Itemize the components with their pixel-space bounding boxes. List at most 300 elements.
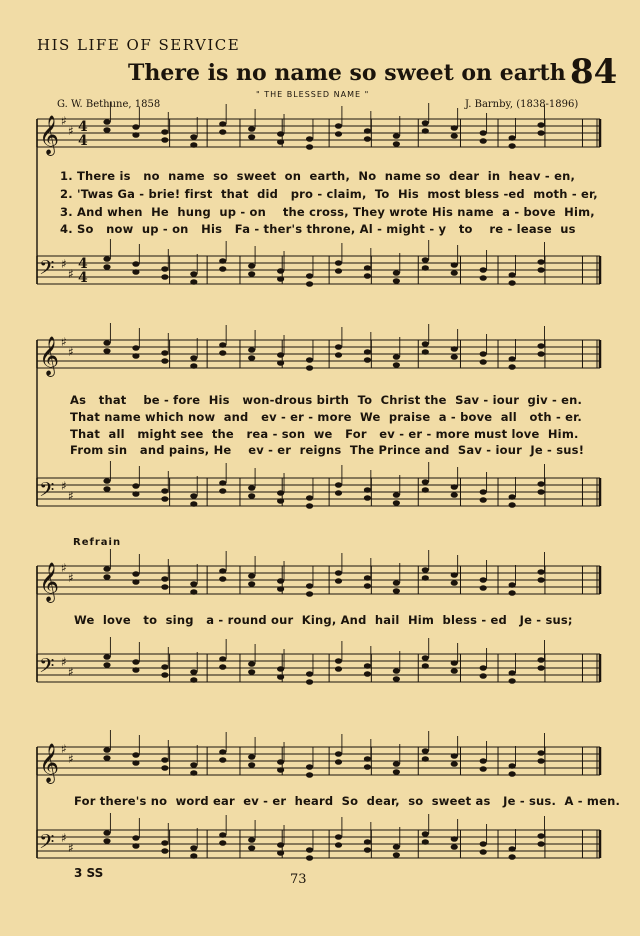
note-head xyxy=(190,142,197,148)
note-head xyxy=(219,342,226,348)
verse-line: That name which now and ev - er - more We praise a - bove all oth - er. xyxy=(70,410,582,424)
note-head xyxy=(364,357,371,363)
note-head xyxy=(306,855,313,861)
note-head xyxy=(306,495,313,501)
note-head xyxy=(132,491,139,497)
bass-clef-icon: 𝄢 xyxy=(39,830,55,858)
note-head xyxy=(537,267,544,273)
note-head xyxy=(335,490,342,496)
sharp-icon: ♯ xyxy=(61,335,67,349)
note-head xyxy=(190,677,197,683)
note-head xyxy=(393,580,400,586)
tune-name: " THE BLESSED NAME " xyxy=(256,90,370,99)
sharp-icon: ♯ xyxy=(68,345,74,359)
sharp-icon: ♯ xyxy=(61,114,67,128)
note-head xyxy=(364,756,371,762)
note-head xyxy=(509,590,516,596)
note-head xyxy=(248,837,255,843)
note-head xyxy=(480,665,487,671)
note-head xyxy=(335,759,342,765)
note-head xyxy=(422,655,429,661)
note-head xyxy=(132,269,139,275)
note-head xyxy=(537,343,544,349)
sharp-icon: ♯ xyxy=(68,267,74,281)
note-head xyxy=(248,263,255,269)
note-head xyxy=(103,127,110,133)
sharp-icon: ♯ xyxy=(61,655,67,669)
note-head xyxy=(480,841,487,847)
time-signature: 4 xyxy=(78,133,88,149)
note-head xyxy=(335,482,342,488)
note-head xyxy=(509,494,516,500)
sharp-icon: ♯ xyxy=(68,571,74,585)
note-head xyxy=(393,761,400,767)
note-head xyxy=(219,656,226,662)
note-head xyxy=(364,265,371,271)
sharp-icon: ♯ xyxy=(61,479,67,493)
note-head xyxy=(219,568,226,574)
note-head xyxy=(451,125,458,131)
note-head xyxy=(103,348,110,354)
note-head xyxy=(161,840,168,846)
note-head xyxy=(422,831,429,837)
note-head xyxy=(306,144,313,150)
note-head xyxy=(393,141,400,147)
note-head xyxy=(451,668,458,674)
note-head xyxy=(364,583,371,589)
sharp-icon: ♯ xyxy=(68,841,74,855)
note-head xyxy=(422,128,429,134)
note-head xyxy=(393,270,400,276)
note-head xyxy=(277,767,284,773)
note-head xyxy=(219,664,226,670)
note-head xyxy=(451,346,458,352)
note-head xyxy=(190,279,197,285)
sharp-icon: ♯ xyxy=(68,665,74,679)
note-head xyxy=(509,763,516,769)
note-head xyxy=(537,750,544,756)
note-head xyxy=(509,846,516,852)
note-head xyxy=(248,669,255,675)
note-head xyxy=(537,833,544,839)
sharp-icon: ♯ xyxy=(68,752,74,766)
note-head xyxy=(103,838,110,844)
note-head xyxy=(335,131,342,137)
note-head xyxy=(132,571,139,577)
note-head xyxy=(161,576,168,582)
note-head xyxy=(132,667,139,673)
note-head xyxy=(509,280,516,286)
note-head xyxy=(219,480,226,486)
note-head xyxy=(335,842,342,848)
note-head xyxy=(103,755,110,761)
note-head xyxy=(306,591,313,597)
treble-clef-icon: 𝄞 xyxy=(39,562,60,602)
verse-line: 1. There is no name so sweet on earth, No name so dear in heav - en, xyxy=(60,169,576,183)
note-head xyxy=(306,503,313,509)
note-head xyxy=(480,275,487,281)
note-head xyxy=(248,271,255,277)
note-head xyxy=(103,264,110,270)
note-head xyxy=(306,365,313,371)
note-head xyxy=(335,352,342,358)
note-head xyxy=(537,489,544,495)
note-head xyxy=(537,577,544,583)
note-head xyxy=(509,356,516,362)
note-head xyxy=(509,143,516,149)
note-head xyxy=(132,659,139,665)
note-head xyxy=(190,134,197,140)
note-head xyxy=(248,754,255,760)
note-head xyxy=(190,363,197,369)
note-head xyxy=(422,265,429,271)
page-number: 73 xyxy=(290,872,307,887)
note-head xyxy=(393,852,400,858)
note-head xyxy=(103,340,110,346)
note-head xyxy=(219,121,226,127)
note-head xyxy=(364,671,371,677)
note-head xyxy=(161,757,168,763)
note-head xyxy=(335,260,342,266)
verse-line: We love to sing a - round our King, And hail Him bless - ed Je - sus; xyxy=(74,613,573,627)
note-head xyxy=(422,575,429,581)
note-head xyxy=(509,272,516,278)
note-head xyxy=(277,139,284,145)
treble-clef-icon: 𝄞 xyxy=(39,743,60,783)
note-head xyxy=(103,478,110,484)
note-head xyxy=(364,136,371,142)
note-head xyxy=(219,749,226,755)
note-head xyxy=(277,268,284,274)
note-head xyxy=(161,358,168,364)
note-head xyxy=(190,853,197,859)
sharp-icon: ♯ xyxy=(61,257,67,271)
note-head xyxy=(451,580,458,586)
note-head xyxy=(451,354,458,360)
note-head xyxy=(537,841,544,847)
note-head xyxy=(277,352,284,358)
note-head xyxy=(422,487,429,493)
sharp-icon: ♯ xyxy=(68,489,74,503)
note-head xyxy=(277,276,284,282)
note-head xyxy=(451,836,458,842)
note-head xyxy=(277,498,284,504)
author-credit: G. W. Bethune, 1858 xyxy=(57,99,161,110)
note-head xyxy=(480,497,487,503)
note-head xyxy=(335,344,342,350)
note-head xyxy=(422,120,429,126)
note-head xyxy=(219,488,226,494)
verse-line: From sin and pains, He ev - er reigns The Prince and Sav - iour Je - sus! xyxy=(70,443,585,457)
note-head xyxy=(132,843,139,849)
note-head xyxy=(480,489,487,495)
note-head xyxy=(248,573,255,579)
note-head xyxy=(422,567,429,573)
note-head xyxy=(422,663,429,669)
note-head xyxy=(277,578,284,584)
note-head xyxy=(219,840,226,846)
note-head xyxy=(537,758,544,764)
note-head xyxy=(219,266,226,272)
note-head xyxy=(451,484,458,490)
bass-clef-icon: 𝄢 xyxy=(39,478,55,506)
note-head xyxy=(306,281,313,287)
note-head xyxy=(219,350,226,356)
note-head xyxy=(364,495,371,501)
note-head xyxy=(161,266,168,272)
note-head xyxy=(306,671,313,677)
note-head xyxy=(306,847,313,853)
section-heading: HIS LIFE OF SERVICE xyxy=(37,36,241,54)
time-signature: 4 xyxy=(78,256,88,272)
bass-clef-icon: 𝄢 xyxy=(39,654,55,682)
note-head xyxy=(422,479,429,485)
note-head xyxy=(480,766,487,772)
note-head xyxy=(103,662,110,668)
note-head xyxy=(480,585,487,591)
note-head xyxy=(132,132,139,138)
note-head xyxy=(103,747,110,753)
note-head xyxy=(248,762,255,768)
note-head xyxy=(277,360,284,366)
verse-line: As that be - fore His won-drous birth To Christ the Sav - iour giv - en. xyxy=(70,393,583,407)
note-head xyxy=(161,350,168,356)
note-head xyxy=(248,126,255,132)
verse-line: That all might see the rea - son we For ev - er - more must love Him. xyxy=(70,427,579,441)
note-head xyxy=(393,844,400,850)
note-head xyxy=(219,576,226,582)
note-head xyxy=(393,354,400,360)
note-head xyxy=(335,658,342,664)
note-head xyxy=(219,832,226,838)
note-head xyxy=(103,119,110,125)
note-head xyxy=(393,362,400,368)
note-head xyxy=(451,262,458,268)
note-head xyxy=(451,761,458,767)
sharp-icon: ♯ xyxy=(61,742,67,756)
note-head xyxy=(509,854,516,860)
note-head xyxy=(277,674,284,680)
note-head xyxy=(509,135,516,141)
note-head xyxy=(132,261,139,267)
note-head xyxy=(248,493,255,499)
note-head xyxy=(509,670,516,676)
note-head xyxy=(190,581,197,587)
note-head xyxy=(393,492,400,498)
note-head xyxy=(480,758,487,764)
note-head xyxy=(306,136,313,142)
note-head xyxy=(537,481,544,487)
note-head xyxy=(537,122,544,128)
note-head xyxy=(509,771,516,777)
note-head xyxy=(393,668,400,674)
note-head xyxy=(219,129,226,135)
note-head xyxy=(509,678,516,684)
note-head xyxy=(161,664,168,670)
note-head xyxy=(306,583,313,589)
note-head xyxy=(451,844,458,850)
note-head xyxy=(277,850,284,856)
note-head xyxy=(103,830,110,836)
note-head xyxy=(306,772,313,778)
bass-clef-icon: 𝄢 xyxy=(39,256,55,284)
hymn-title: There is no name so sweet on earth xyxy=(128,60,566,86)
note-head xyxy=(190,669,197,675)
note-head xyxy=(103,574,110,580)
note-head xyxy=(190,493,197,499)
note-head xyxy=(190,845,197,851)
note-head xyxy=(248,134,255,140)
note-head xyxy=(509,582,516,588)
verse-line: 4. So now up - on His Fa - ther's throne, Al - might - y to re - lease us xyxy=(60,222,576,236)
note-head xyxy=(422,257,429,263)
book-code: 3 SS xyxy=(74,866,104,880)
note-head xyxy=(480,351,487,357)
verse-line: 2. 'Twas Ga - brie! first that did pro - claim, To His most bless -ed moth - er, xyxy=(60,187,598,201)
note-head xyxy=(364,349,371,355)
note-head xyxy=(248,661,255,667)
note-head xyxy=(161,848,168,854)
note-head xyxy=(190,271,197,277)
note-head xyxy=(248,355,255,361)
note-head xyxy=(537,130,544,136)
note-head xyxy=(364,764,371,770)
note-head xyxy=(480,359,487,365)
note-head xyxy=(451,753,458,759)
verse-line: 3. And when He hung up - on the cross, They wrote His name a - bove Him, xyxy=(60,205,595,219)
note-head xyxy=(393,278,400,284)
note-head xyxy=(161,496,168,502)
note-head xyxy=(451,133,458,139)
sharp-icon: ♯ xyxy=(61,831,67,845)
note-head xyxy=(364,273,371,279)
note-head xyxy=(132,353,139,359)
note-head xyxy=(480,577,487,583)
note-head xyxy=(161,584,168,590)
note-head xyxy=(451,572,458,578)
note-head xyxy=(364,487,371,493)
note-head xyxy=(132,752,139,758)
verse-line: For there's no word ear ev - er heard So dear, so sweet as Je - sus. A - men. xyxy=(74,794,621,808)
note-head xyxy=(480,130,487,136)
note-head xyxy=(103,654,110,660)
note-head xyxy=(335,666,342,672)
note-head xyxy=(190,589,197,595)
note-head xyxy=(335,834,342,840)
note-head xyxy=(277,666,284,672)
note-head xyxy=(364,575,371,581)
note-head xyxy=(277,759,284,765)
note-head xyxy=(219,258,226,264)
hymn-number: 84 xyxy=(570,52,618,92)
note-head xyxy=(480,849,487,855)
note-head xyxy=(451,492,458,498)
note-head xyxy=(103,486,110,492)
composer-credit: J. Barnby, (1838-1896) xyxy=(465,99,579,110)
note-head xyxy=(509,364,516,370)
note-head xyxy=(537,569,544,575)
note-head xyxy=(364,847,371,853)
note-head xyxy=(537,259,544,265)
note-head xyxy=(103,566,110,572)
sharp-icon: ♯ xyxy=(61,561,67,575)
note-head xyxy=(248,845,255,851)
note-head xyxy=(335,268,342,274)
note-head xyxy=(480,673,487,679)
note-head xyxy=(335,123,342,129)
note-head xyxy=(364,128,371,134)
time-signature: 4 xyxy=(78,119,88,135)
note-head xyxy=(422,748,429,754)
note-head xyxy=(422,839,429,845)
note-head xyxy=(393,133,400,139)
note-head xyxy=(132,124,139,130)
note-head xyxy=(161,672,168,678)
note-head xyxy=(161,488,168,494)
note-head xyxy=(190,770,197,776)
note-head xyxy=(306,764,313,770)
note-head xyxy=(393,588,400,594)
note-head xyxy=(364,839,371,845)
note-head xyxy=(393,676,400,682)
note-head xyxy=(132,483,139,489)
note-head xyxy=(393,769,400,775)
refrain-label: Refrain xyxy=(73,537,122,548)
note-head xyxy=(161,137,168,143)
note-head xyxy=(306,679,313,685)
note-head xyxy=(451,660,458,666)
note-head xyxy=(277,131,284,137)
time-signature: 4 xyxy=(78,270,88,286)
note-head xyxy=(422,349,429,355)
note-head xyxy=(509,502,516,508)
note-head xyxy=(537,665,544,671)
note-head xyxy=(219,757,226,763)
note-head xyxy=(422,341,429,347)
note-head xyxy=(364,663,371,669)
note-head xyxy=(277,842,284,848)
note-head xyxy=(132,760,139,766)
note-head xyxy=(132,345,139,351)
note-head xyxy=(190,762,197,768)
note-head xyxy=(248,485,255,491)
note-head xyxy=(161,129,168,135)
treble-clef-icon: 𝄞 xyxy=(39,115,60,155)
note-head xyxy=(190,355,197,361)
sharp-icon: ♯ xyxy=(68,124,74,138)
note-head xyxy=(161,274,168,280)
note-head xyxy=(451,270,458,276)
note-head xyxy=(161,765,168,771)
note-head xyxy=(132,835,139,841)
note-head xyxy=(132,579,139,585)
note-head xyxy=(248,347,255,353)
note-head xyxy=(422,756,429,762)
note-head xyxy=(480,267,487,273)
note-head xyxy=(537,351,544,357)
note-head xyxy=(306,273,313,279)
note-head xyxy=(335,570,342,576)
note-head xyxy=(335,578,342,584)
note-head xyxy=(277,586,284,592)
note-head xyxy=(306,357,313,363)
note-head xyxy=(190,501,197,507)
note-head xyxy=(277,490,284,496)
note-head xyxy=(103,256,110,262)
note-head xyxy=(537,657,544,663)
note-head xyxy=(393,500,400,506)
treble-clef-icon: 𝄞 xyxy=(39,336,60,376)
